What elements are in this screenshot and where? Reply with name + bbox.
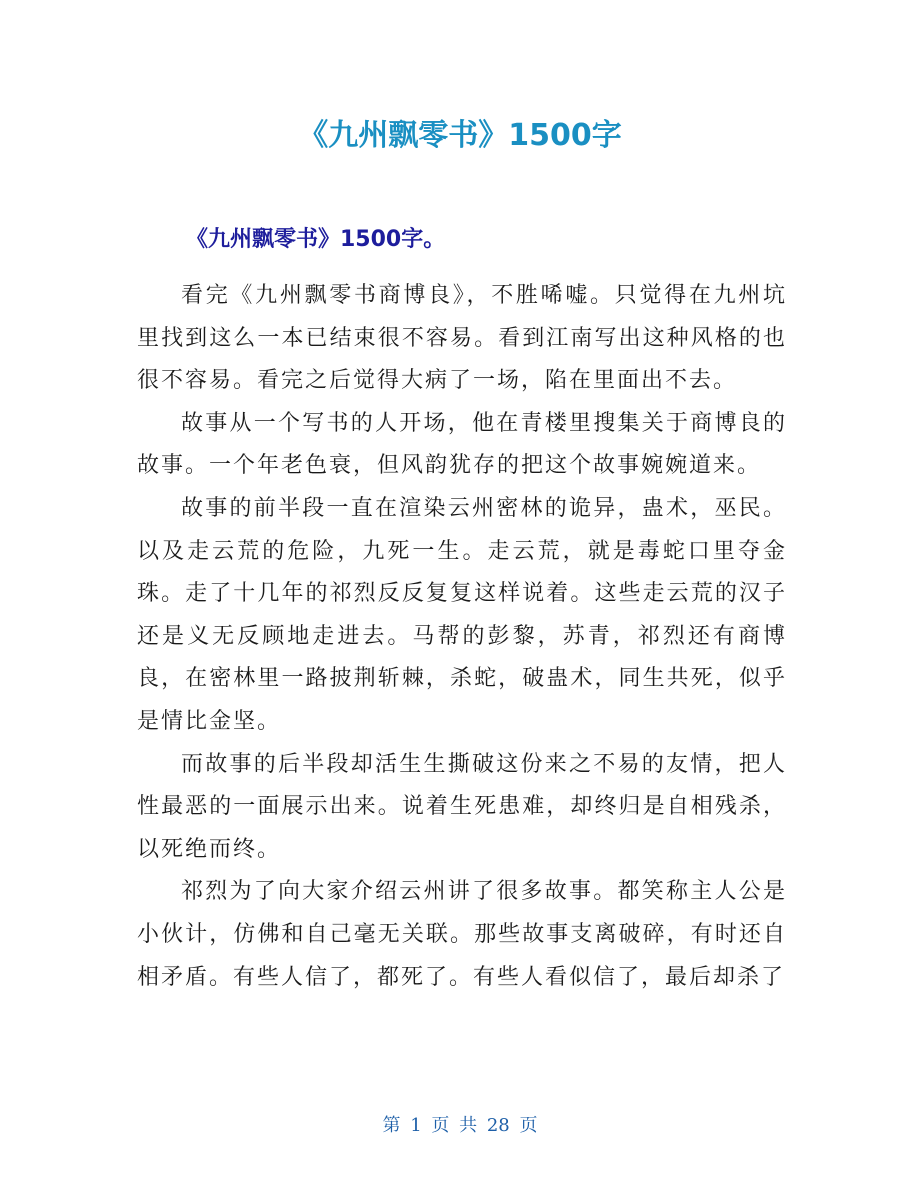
document-title: 《九州飘零书》1500字: [298, 118, 622, 153]
document-body: [137, 275, 787, 999]
paragraph: 祁烈为了向大家介绍云州讲了很多故事。都笑称主人公是小伙计，仿佛和自己毫无关联。那些故事支离破碎，有时还自相矛盾。有些人信了，都死了。有些人看似信了，最后却杀了: [137, 879, 787, 990]
paragraph: 故事的前半段一直在渲染云州密林的诡异，蛊术，巫民。以及走云荒的危险，九死一生。走云荒，就是毒蛇口里夺金珠。走了十几年的祁烈反反复复这样说着。这些走云荒的汉子还是义无反顾地走进去。马帮的彭黎，苏青，祁烈还有商博良，在密林里一路披荆斩棘，杀蛇，破蛊术，同生共死，似乎是情比金坚。: [137, 495, 787, 734]
document-subtitle: 《九州飘零书》1500字。: [186, 227, 446, 252]
paragraph: 而故事的后半段却活生生撕破这份来之不易的友情，把人性最恶的一面展示出来。说着生死患难，却终归是自相残杀，以死绝而终。: [137, 751, 787, 862]
paragraph: 看完《九州飘零书商博良》，不胜唏嘘。只觉得在九州坑里找到这么一本已结束很不容易。看到江南写出这种风格的也很不容易。看完之后觉得大病了一场，陷在里面出不去。: [137, 283, 787, 394]
paragraph: 故事从一个写书的人开场，他在青楼里搜集关于商博良的故事。一个年老色衰，但风韵犹存的把这个故事婉婉道来。: [137, 410, 787, 479]
page-number-footer: 第 1 页 共 28 页: [382, 1115, 538, 1136]
